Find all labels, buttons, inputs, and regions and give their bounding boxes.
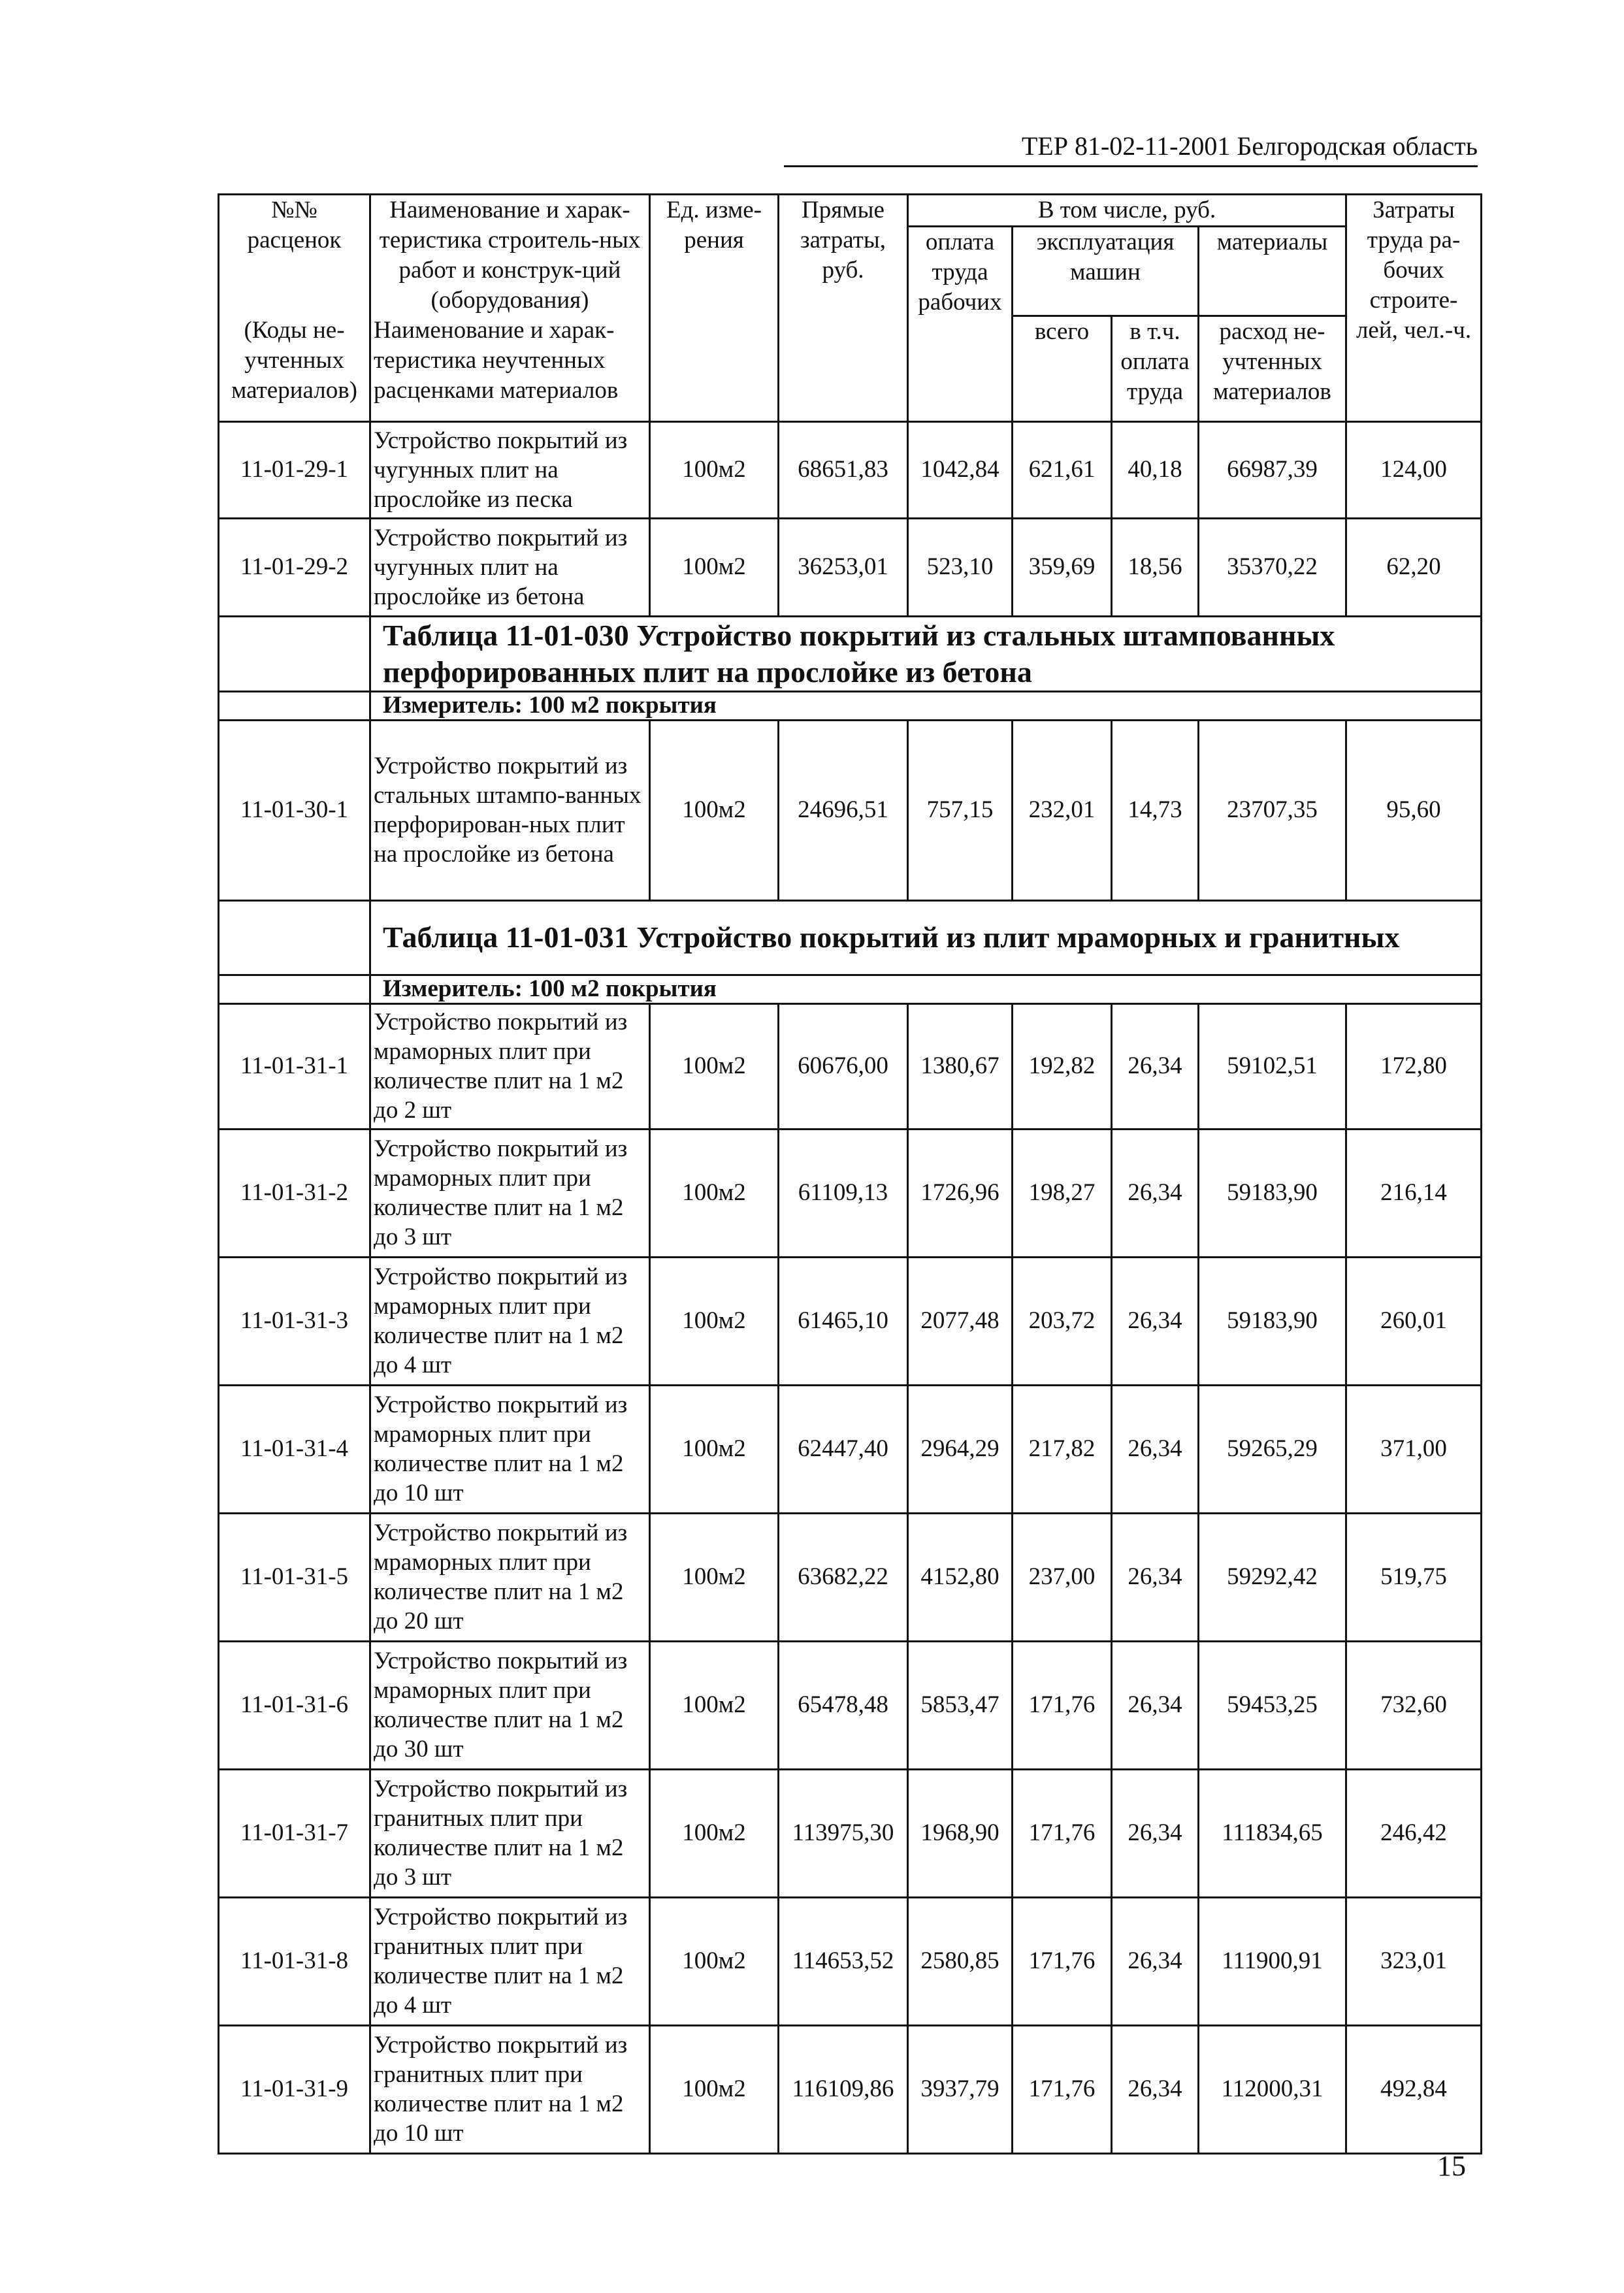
col-header-direct: Прямые затраты, руб. [779,195,908,422]
materials-cell: 59265,29 [1199,1385,1346,1513]
machine-wages-cell: 26,34 [1112,2025,1199,2153]
direct-cost-cell: 61109,13 [779,1129,908,1257]
rate-code: 11-01-29-2 [219,518,370,616]
unit-cell: 100м2 [650,1897,779,2025]
col-header-materials: материалы [1199,227,1346,316]
rate-code: 11-01-31-5 [219,1513,370,1641]
col-header-wages: оплата труда рабочих [908,227,1013,422]
labor-cell: 216,14 [1346,1129,1482,1257]
rate-description: Устройство покрытий из мраморных плит при количестве плит на 1 м2 до 3 шт [370,1129,650,1257]
rate-description: Устройство покрытий из стальных штампо-ванных перфорирован-ных плит на прослойке из бетона [370,720,650,900]
wages-cell: 1968,90 [908,1769,1013,1897]
wages-cell: 2580,85 [908,1897,1013,2025]
col-header-code: №№ расценок [219,195,370,316]
machine-wages-cell: 26,34 [1112,1769,1199,1897]
rate-code: 11-01-31-4 [219,1385,370,1513]
wages-cell: 3937,79 [908,2025,1013,2153]
machine-cost-cell: 171,76 [1013,2025,1112,2153]
table-row [219,720,1482,900]
rate-description: Устройство покрытий из гранитных плит при количестве плит на 1 м2 до 3 шт [370,1769,650,1897]
materials-cell: 59183,90 [1199,1257,1346,1385]
measure-spacer [219,691,370,720]
table-row [219,1641,1482,1769]
labor-cell: 62,20 [1346,518,1482,616]
materials-cell: 111900,91 [1199,1897,1346,2025]
direct-cost-cell: 114653,52 [779,1897,908,2025]
unit-cell: 100м2 [650,421,779,518]
wages-cell: 1380,67 [908,1003,1013,1129]
table-row [219,1897,1482,2025]
table-section-title: Таблица 11-01-031 Устройство покрытий из плит мраморных и гранитных [370,900,1482,975]
unit-cell: 100м2 [650,1385,779,1513]
col-header-mat-unaccounted: расход не-учтенных материалов [1199,316,1346,421]
direct-cost-cell: 24696,51 [779,720,908,900]
materials-cell: 111834,65 [1199,1769,1346,1897]
direct-cost-cell: 61465,10 [779,1257,908,1385]
machine-cost-cell: 192,82 [1013,1003,1112,1129]
rate-code: 11-01-31-8 [219,1897,370,2025]
direct-cost-cell: 68651,83 [779,421,908,518]
labor-cell: 124,00 [1346,421,1482,518]
table-row [219,1257,1482,1385]
wages-cell: 4152,80 [908,1513,1013,1641]
rate-code: 11-01-30-1 [219,720,370,900]
labor-cell: 492,84 [1346,2025,1482,2153]
unit-cell: 100м2 [650,1641,779,1769]
rate-code: 11-01-31-6 [219,1641,370,1769]
labor-cell: 732,60 [1346,1641,1482,1769]
rates-table [218,193,1482,2155]
rate-description: Устройство покрытий из чугунных плит на прослойке из песка [370,421,650,518]
labor-cell: 172,80 [1346,1003,1482,1129]
rate-description: Устройство покрытий из мраморных плит при количестве плит на 1 м2 до 30 шт [370,1641,650,1769]
materials-cell: 112000,31 [1199,2025,1346,2153]
table-row [219,1513,1482,1641]
machine-cost-cell: 232,01 [1013,720,1112,900]
direct-cost-cell: 62447,40 [779,1385,908,1513]
measure-unit-label: Измеритель: 100 м2 покрытия [370,975,1482,1003]
col-header-unit: Ед. изме-рения [650,195,779,422]
materials-cell: 35370,22 [1199,518,1346,616]
machine-cost-cell: 171,76 [1013,1897,1112,2025]
col-header-mach-wages: в т.ч. оплата труда [1112,316,1199,421]
unit-cell: 100м2 [650,1513,779,1641]
materials-cell: 23707,35 [1199,720,1346,900]
machine-wages-cell: 26,34 [1112,1257,1199,1385]
rate-code: 11-01-31-3 [219,1257,370,1385]
direct-cost-cell: 60676,00 [779,1003,908,1129]
labor-cell: 260,01 [1346,1257,1482,1385]
unit-cell: 100м2 [650,720,779,900]
labor-cell: 246,42 [1346,1769,1482,1897]
machine-cost-cell: 621,61 [1013,421,1112,518]
wages-cell: 1042,84 [908,421,1013,518]
direct-cost-cell: 113975,30 [779,1769,908,1897]
table-section-title: Таблица 11-01-030 Устройство покрытий из стальных штампованных перфорированных плит на прослойке из бетона [370,616,1482,691]
col-header-incl: В том числе, руб. [908,195,1346,227]
section-title-spacer [219,900,370,975]
direct-cost-cell: 63682,22 [779,1513,908,1641]
rate-description: Устройство покрытий из гранитных плит при количестве плит на 1 м2 до 4 шт [370,1897,650,2025]
unit-cell: 100м2 [650,1257,779,1385]
labor-cell: 95,60 [1346,720,1482,900]
rate-description: Устройство покрытий из мраморных плит при количестве плит на 1 м2 до 2 шт [370,1003,650,1129]
direct-cost-cell: 116109,86 [779,2025,908,2153]
wages-cell: 2964,29 [908,1385,1013,1513]
col-header-labor: Затраты труда ра-бочих строите-лей, чел.-ч. [1346,195,1482,422]
measure-row [219,691,1482,720]
direct-cost-cell: 65478,48 [779,1641,908,1769]
table-row [219,1769,1482,1897]
machine-wages-cell: 26,34 [1112,1897,1199,2025]
unit-cell: 100м2 [650,1129,779,1257]
rate-code: 11-01-31-2 [219,1129,370,1257]
wages-cell: 1726,96 [908,1129,1013,1257]
unit-cell: 100м2 [650,1003,779,1129]
labor-cell: 323,01 [1346,1897,1482,2025]
table-row [219,2025,1482,2153]
measure-spacer [219,975,370,1003]
machine-cost-cell: 237,00 [1013,1513,1112,1641]
col-header-name-unaccounted: Наименование и харак-теристика неучтенных расценками материалов [370,316,650,421]
materials-cell: 59292,42 [1199,1513,1346,1641]
machine-cost-cell: 198,27 [1013,1129,1112,1257]
machine-wages-cell: 26,34 [1112,1385,1199,1513]
table-row [219,421,1482,518]
measure-unit-label: Измеритель: 100 м2 покрытия [370,691,1482,720]
table-row [219,518,1482,616]
page-number: 15 [1437,2150,1466,2182]
col-header-name: Наименование и харак-теристика строитель-ных работ и конструк-ций (оборудования) [370,195,650,316]
machine-cost-cell: 171,76 [1013,1769,1112,1897]
unit-cell: 100м2 [650,2025,779,2153]
rate-description: Устройство покрытий из чугунных плит на прослойке из бетона [370,518,650,616]
rate-code: 11-01-31-1 [219,1003,370,1129]
section-title-row [219,900,1482,975]
machine-wages-cell: 26,34 [1112,1003,1199,1129]
wages-cell: 5853,47 [908,1641,1013,1769]
machine-cost-cell: 217,82 [1013,1385,1112,1513]
machine-cost-cell: 203,72 [1013,1257,1112,1385]
table-row [219,1129,1482,1257]
wages-cell: 2077,48 [908,1257,1013,1385]
labor-cell: 519,75 [1346,1513,1482,1641]
rate-code: 11-01-31-9 [219,2025,370,2153]
materials-cell: 59183,90 [1199,1129,1346,1257]
machine-wages-cell: 26,34 [1112,1129,1199,1257]
direct-cost-cell: 36253,01 [779,518,908,616]
machine-wages-cell: 18,56 [1112,518,1199,616]
wages-cell: 523,10 [908,518,1013,616]
machine-cost-cell: 359,69 [1013,518,1112,616]
rate-description: Устройство покрытий из гранитных плит при количестве плит на 1 м2 до 10 шт [370,2025,650,2153]
rate-description: Устройство покрытий из мраморных плит при количестве плит на 1 м2 до 20 шт [370,1513,650,1641]
machine-cost-cell: 171,76 [1013,1641,1112,1769]
unit-cell: 100м2 [650,518,779,616]
labor-cell: 371,00 [1346,1385,1482,1513]
machine-wages-cell: 26,34 [1112,1513,1199,1641]
rate-description: Устройство покрытий из мраморных плит при количестве плит на 1 м2 до 4 шт [370,1257,650,1385]
wages-cell: 757,15 [908,720,1013,900]
section-title-spacer [219,616,370,691]
col-header-mach-total: всего [1013,316,1112,421]
table-row [219,1385,1482,1513]
table-row [219,1003,1482,1129]
rate-code: 11-01-29-1 [219,421,370,518]
unit-cell: 100м2 [650,1769,779,1897]
rate-description: Устройство покрытий из мраморных плит при количестве плит на 1 м2 до 10 шт [370,1385,650,1513]
machine-wages-cell: 26,34 [1112,1641,1199,1769]
machine-wages-cell: 40,18 [1112,421,1199,518]
section-title-row [219,616,1482,691]
machine-wages-cell: 14,73 [1112,720,1199,900]
rate-code: 11-01-31-7 [219,1769,370,1897]
materials-cell: 59453,25 [1199,1641,1346,1769]
col-header-machines: эксплуатация машин [1013,227,1199,316]
materials-cell: 59102,51 [1199,1003,1346,1129]
materials-cell: 66987,39 [1199,421,1346,518]
col-header-code-unaccounted: (Коды не-учтенных материалов) [219,316,370,421]
document-header: ТЕР 81-02-11-2001 Белгородская область [784,131,1478,167]
measure-row [219,975,1482,1003]
